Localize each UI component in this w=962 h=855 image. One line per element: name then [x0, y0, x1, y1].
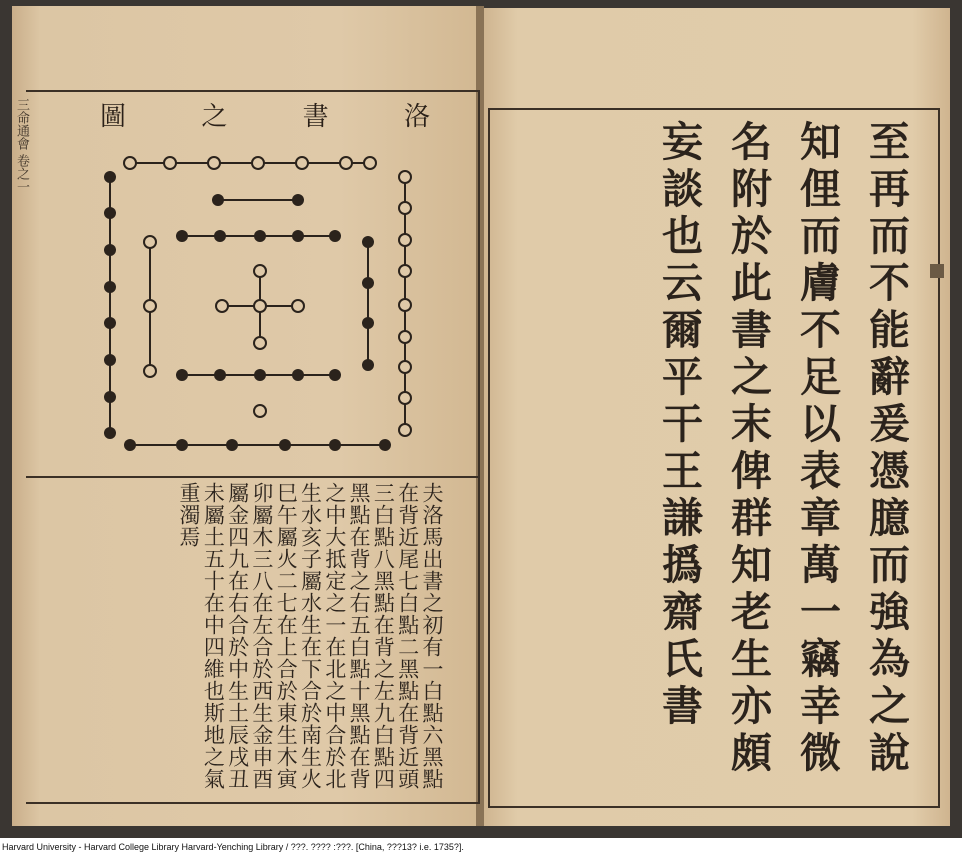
page-tab-mark	[930, 264, 944, 278]
right-body-text: 至再而不能辭爰憑臆而強為之說知俚而膚不足以表章萬一竊幸微名附於此書之末俾群知老生亦頗妄談也云爾平干王謙撝齋氏書	[655, 120, 910, 778]
diagram-title	[100, 96, 430, 132]
luoshu-diagram	[80, 145, 440, 465]
library-attribution: Harvard University - Harvard College Library Harvard-Yenching Library / ???. ???? :???. [China, ???13? i.e. 1735?].	[2, 842, 464, 852]
title-char: 書	[302, 102, 329, 132]
title-char: 圖	[100, 102, 127, 132]
side-label: 三命通會 卷之一	[14, 98, 29, 194]
diagram-divider	[26, 476, 480, 478]
title-char: 之	[201, 102, 228, 132]
title-char: 洛	[403, 102, 430, 132]
left-body-text: 夫洛馬出書之初有一白點六黑點在背近尾七白點二黑點在背近頭三白點八黑點在背之左九白點四黑點在背之右五白點十黑點在背之中大抵定之一在北之中合於北生水亥子屬水生在下合於南生火巳午屬火二七在上合於東生木寅卯屬木三八在左合於西生金申酉屬金四九在右合於中生土辰戌丑未屬土五十在中四維也斯地之氣重濁焉	[177, 482, 444, 790]
